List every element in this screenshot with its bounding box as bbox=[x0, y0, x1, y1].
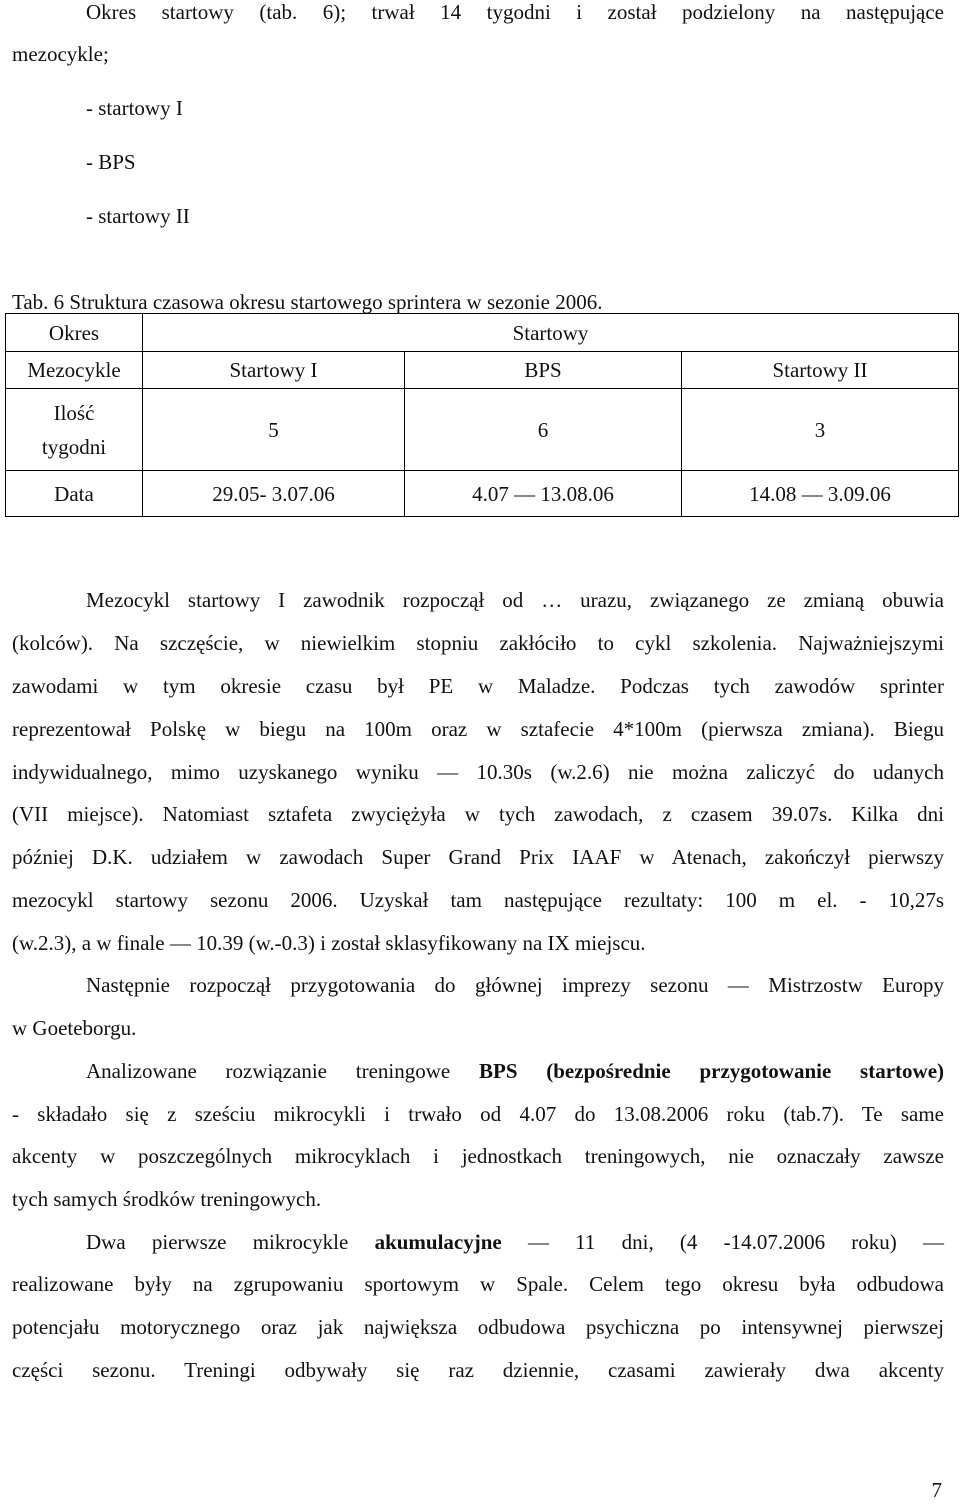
paragraph-line: (VII miejsce). Natomiast sztafeta zwyciężyła w tych zawodach, z czasem 39.07s. Kilka dni bbox=[12, 802, 944, 826]
paragraph-line: mezocykl startowy sezonu 2006. Uzyskał tam następujące rezultaty: 100 m el. - 10,27s bbox=[12, 888, 944, 912]
paragraph-line: potencjału motorycznego oraz jak największa odbudowa psychiczna po intensywnej pierwszej bbox=[12, 1315, 944, 1339]
paragraph-text: Dwa pierwsze mikrocykle bbox=[86, 1230, 375, 1254]
list-item: - BPS bbox=[86, 150, 136, 174]
structure-table bbox=[5, 313, 959, 517]
paragraph-line: - składało się z sześciu mikrocykli i trwało od 4.07 do 13.08.2006 roku (tab.7). Te same bbox=[12, 1102, 944, 1126]
list-item: - startowy I bbox=[86, 96, 183, 120]
akumulacyjne-bold-text: akumulacyjne bbox=[374, 1230, 502, 1254]
paragraph-text: Analizowane rozwiązanie treningowe bbox=[86, 1059, 479, 1083]
paragraph-line: (w.2.3), a w finale — 10.39 (w.-0.3) i został sklasyfikowany na IX miejscu. bbox=[12, 931, 646, 955]
table-cell: 3 bbox=[682, 389, 959, 471]
paragraph-line bbox=[86, 1230, 944, 1255]
row-label-data: Data bbox=[6, 471, 143, 517]
header-okres: Okres bbox=[6, 314, 143, 352]
paragraph-line: realizowane były na zgrupowaniu sportowym w Spale. Celem tego okresu była odbudowa bbox=[12, 1272, 944, 1296]
paragraph-line: zawodami w tym okresie czasu był PE w Maladze. Podczas tych zawodów sprinter bbox=[12, 674, 944, 698]
paragraph-line: później D.K. udziałem w zawodach Super Grand Prix IAAF w Atenach, zakończył pierwszy bbox=[12, 845, 944, 869]
table-caption: Tab. 6 Struktura czasowa okresu startowego sprintera w sezonie 2006. bbox=[12, 290, 603, 314]
intro-line-1: Okres startowy (tab. 6); trwał 14 tygodni i został podzielony na następujące bbox=[86, 0, 944, 24]
header-startowy: Startowy bbox=[143, 314, 959, 352]
paragraph-line: Następnie rozpoczął przygotowania do głównej imprezy sezonu — Mistrzostw Europy bbox=[86, 973, 944, 997]
table-cell: Startowy II bbox=[682, 352, 959, 389]
table-cell: BPS bbox=[405, 352, 682, 389]
list-item: - startowy II bbox=[86, 204, 190, 228]
table-cell: 4.07 — 13.08.06 bbox=[405, 471, 682, 517]
paragraph-line: tych samych środków treningowych. bbox=[12, 1187, 322, 1211]
row-label-line: Ilość bbox=[53, 400, 95, 425]
table-cell: 14.08 — 3.09.06 bbox=[682, 471, 959, 517]
paragraph-line: Mezocykl startowy I zawodnik rozpoczął od … urazu, związanego ze zmianą obuwia bbox=[86, 588, 944, 612]
table-cell: 29.05- 3.07.06 bbox=[143, 471, 405, 517]
table-cell: 6 bbox=[405, 389, 682, 471]
paragraph-line: (kolców). Na szczęście, w niewielkim stopniu zakłóciło to cykl szkolenia. Najważniejszymi bbox=[12, 631, 944, 655]
row-label-mezocykle: Mezocykle bbox=[6, 352, 143, 389]
bps-bold-text: BPS (bezpośrednie przygotowanie startowe) bbox=[478, 1059, 945, 1083]
paragraph-line: reprezentował Polskę w biegu na 100m oraz w sztafecie 4*100m (pierwsza zmiana). Biegu bbox=[12, 717, 944, 741]
row-label-ilosc-tygodni bbox=[6, 389, 143, 471]
page-number: 7 bbox=[931, 1478, 942, 1502]
paragraph-line: akcenty w poszczególnych mikrocyklach i jednostkach treningowych, nie oznaczały zawsze bbox=[12, 1144, 944, 1168]
table-cell: Startowy I bbox=[143, 352, 405, 389]
paragraph-line: części sezonu. Treningi odbywały się raz dziennie, czasami zawierały dwa akcenty bbox=[12, 1358, 944, 1382]
paragraph-line: w Goeteborgu. bbox=[12, 1016, 137, 1040]
paragraph-line bbox=[86, 1059, 944, 1084]
paragraph-line: indywidualnego, mimo uzyskanego wyniku — 10.30s (w.2.6) nie można zaliczyć do udanych bbox=[12, 760, 944, 784]
row-label-line: tygodni bbox=[41, 434, 107, 459]
intro-line-2: mezocykle; bbox=[12, 42, 109, 66]
table-cell: 5 bbox=[143, 389, 405, 471]
paragraph-text: — 11 dni, (4 -14.07.2006 roku) — bbox=[501, 1230, 945, 1254]
